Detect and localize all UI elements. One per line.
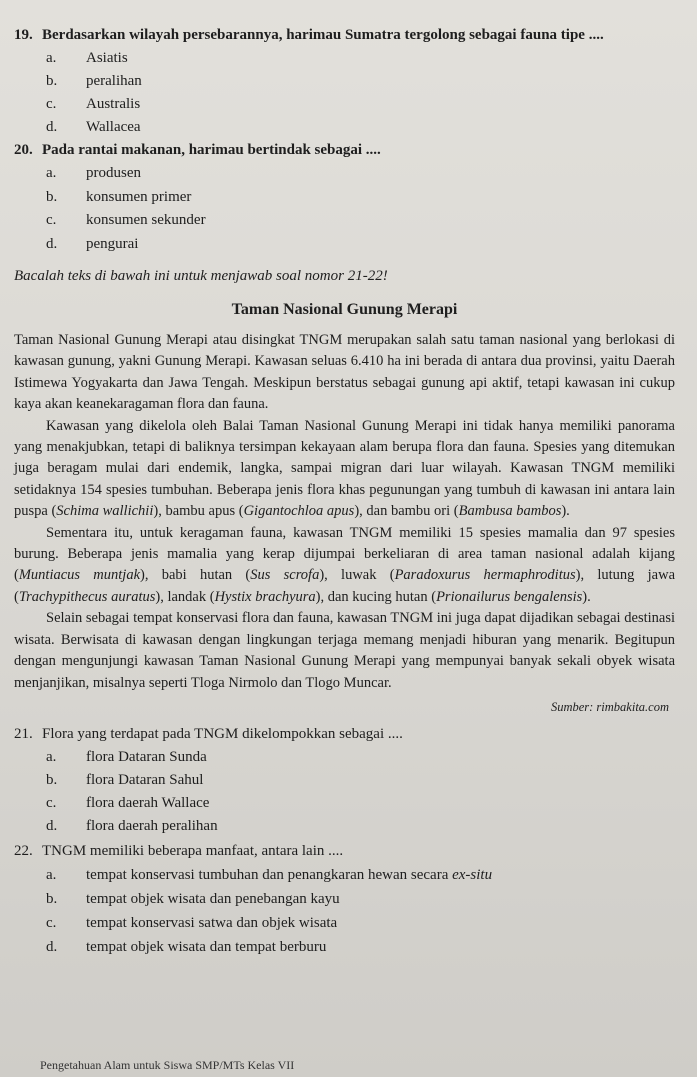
question-number: 20.	[14, 142, 33, 158]
option-text: Asiatis	[86, 50, 128, 66]
option-d[interactable]	[46, 233, 675, 257]
text-run: ), dan kucing hutan (	[315, 588, 437, 605]
scientific-name: Paradoxurus hermaphroditus	[394, 567, 576, 584]
option-letter: a.	[46, 866, 57, 883]
option-d[interactable]	[46, 116, 675, 139]
option-c[interactable]	[46, 93, 675, 116]
option-text: pengurai	[86, 235, 139, 252]
scientific-name: Trachypithecus auratus	[18, 588, 156, 605]
question-stem	[14, 139, 675, 162]
article-paragraph-2	[14, 416, 675, 523]
option-d[interactable]	[46, 935, 675, 959]
option-c[interactable]	[46, 911, 675, 935]
scientific-name: Muntiacus muntjak	[18, 567, 141, 584]
question-number: 22.	[14, 842, 33, 859]
option-text: flora Dataran Sunda	[86, 748, 207, 765]
option-c[interactable]	[46, 209, 675, 233]
option-letter: b.	[46, 890, 58, 907]
question-text: TNGM memiliki beberapa manfaat, antara lain ....	[42, 842, 344, 859]
question-stem	[14, 840, 675, 863]
option-letter: b.	[46, 73, 58, 89]
question-text: Pada rantai makanan, harimau bertindak sebagai ....	[42, 142, 381, 158]
article-source: Sumber: rimbakita.com	[550, 699, 669, 714]
option-letter: c.	[46, 794, 57, 811]
text-run: Kawasan yang dikelola oleh Balai Taman Nasional Gunung Merapi ini tidak hanya memiliki panorama yang menakjubkan, tetapi di baliknya tersimpan kekayaan alam berupa flora dan fauna. Spesies yang ditemukan juga beragam mulai dari endemik, langka, sampai migran dari luar wilayah. Kawasan TNGM memiliki setidaknya 154 spesies tumbuhan. Beberapa jenis flora khas pegunungan yang tumbuh di kawasan ini antara lain puspa (	[14, 417, 675, 520]
option-text: flora daerah Wallace	[86, 794, 210, 811]
article-title: Taman Nasional Gunung Merapi	[231, 301, 458, 318]
option-text: Australis	[86, 96, 141, 112]
option-text: flora daerah peralihan	[86, 817, 218, 834]
option-a[interactable]	[46, 47, 675, 70]
question-text: Flora yang terdapat pada TNGM dikelompokkan sebagai ....	[42, 725, 403, 742]
text-run: ), dan bambu ori (	[354, 503, 459, 520]
text-run: ), lutung jawa (	[14, 567, 676, 605]
article-paragraph-1: Taman Nasional Gunung Merapi atau disingkat TNGM merupakan salah satu taman nasional yang berlokasi di kawasan gunung, yakni Gunung Merapi. Kawasan seluas 6.410 ha ini berada di antara dua provinsi, yaitu Daerah Istimewa Yogyakarta dan Jawa Tengah. Meskipun berstatus sebagai gunung api aktif, tetapi kawasan ini cukup kaya akan keanekaragaman flora dan fauna.	[14, 332, 675, 413]
option-italic-term: ex-situ	[452, 866, 493, 883]
option-text: flora Dataran Sahul	[86, 771, 204, 788]
scientific-name: Bambusa bambos	[458, 503, 562, 520]
option-letter: d.	[46, 938, 58, 955]
option-text: tempat konservasi satwa dan objek wisata	[86, 914, 338, 931]
question-stem	[14, 24, 675, 47]
text-run: ).	[561, 503, 570, 520]
reading-instruction: Bacalah teks di bawah ini untuk menjawab soal nomor 21-22!	[14, 268, 388, 284]
option-letter: c.	[46, 212, 57, 228]
option-a[interactable]	[46, 162, 675, 186]
option-text: tempat konservasi tumbuhan dan penangkaran hewan secara	[86, 866, 453, 883]
scientific-name: Schima wallichii	[56, 503, 154, 520]
question-22	[14, 840, 675, 959]
option-b[interactable]	[46, 769, 675, 792]
question-number: 19.	[14, 27, 33, 43]
option-a[interactable]	[46, 863, 675, 887]
question-20	[14, 139, 675, 256]
option-text: tempat objek wisata dan tempat berburu	[86, 938, 327, 955]
scientific-name: Prionailurus bengalensis	[436, 588, 583, 605]
scientific-name: Gigantochloa apus	[243, 503, 355, 520]
option-c[interactable]	[46, 792, 675, 815]
option-b[interactable]	[46, 186, 675, 210]
text-run: ), bambu apus (	[153, 503, 244, 520]
text-run: Sementara itu, untuk keragaman fauna, kawasan TNGM memiliki 15 spesies mamalia dan 97 spesies burung. Beberapa jenis mamalia yang kerap dijumpai berkeliaran di area taman nasional adalah kijang (	[14, 524, 675, 584]
text-run: ), babi hutan (	[140, 567, 251, 584]
scientific-name: Hystix brachyura	[214, 588, 316, 605]
option-b[interactable]	[46, 887, 675, 911]
option-b[interactable]	[46, 70, 675, 93]
option-letter: d.	[46, 817, 58, 834]
text-run: ), landak (	[155, 588, 215, 605]
option-text: konsumen primer	[86, 188, 192, 205]
scientific-name: Sus scrofa	[250, 567, 320, 584]
option-text: peralihan	[86, 73, 142, 89]
option-letter: d.	[46, 119, 58, 135]
option-a[interactable]	[46, 746, 675, 769]
option-letter: a.	[46, 165, 57, 181]
question-text: Berdasarkan wilayah persebarannya, harimau Sumatra tergolong sebagai fauna tipe ....	[42, 27, 604, 43]
option-letter: b.	[46, 188, 58, 205]
question-21	[14, 723, 675, 838]
option-letter: a.	[46, 748, 57, 765]
option-letter: d.	[46, 235, 58, 252]
option-letter: a.	[46, 50, 57, 66]
option-text: tempat objek wisata dan penebangan kayu	[86, 890, 340, 907]
option-text: produsen	[86, 165, 141, 181]
option-letter: c.	[46, 96, 57, 112]
article-paragraph-4: Selain sebagai tempat konservasi flora dan fauna, kawasan TNGM ini juga dapat dijadikan sebagai destinasi wisata. Berwisata di kawasan dengan lingkungan terjaga memang menjadi hiburan yang menarik. Begitupun dengan mengunjungi kawasan Taman Nasional Gunung Merapi yang mempunyai banyak sekali obyek wisata menjanjikan, misalnya seperti Tloga Nirmolo dan Tlogo Muncar.	[14, 610, 675, 691]
option-text: Wallacea	[86, 119, 141, 135]
option-d[interactable]	[46, 815, 675, 838]
question-stem	[14, 723, 675, 746]
option-letter: c.	[46, 914, 57, 931]
page-footer: Pengetahuan Alam untuk Siswa SMP/MTs Kelas VII	[40, 1058, 295, 1072]
text-run: ), luwak (	[319, 567, 395, 584]
article-paragraph-3	[14, 523, 675, 609]
question-19	[14, 24, 675, 139]
text-run: ).	[582, 588, 591, 605]
question-number: 21.	[14, 725, 33, 742]
option-text: konsumen sekunder	[86, 212, 206, 228]
option-letter: b.	[46, 771, 58, 788]
